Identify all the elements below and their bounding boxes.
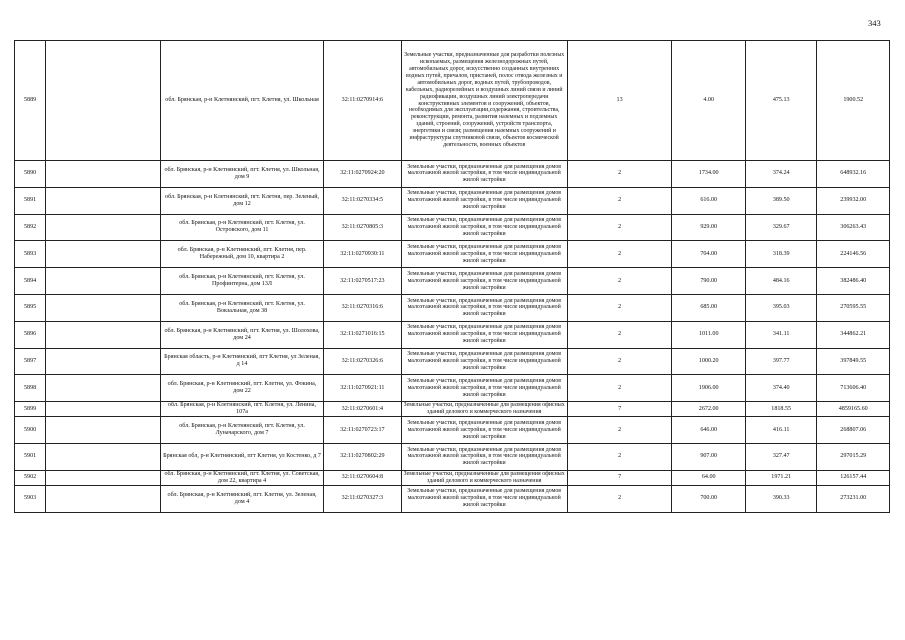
table-row xyxy=(15,375,890,402)
row-number-cell: 5892 xyxy=(15,214,46,241)
table-row xyxy=(15,241,890,268)
land-use-cell: Земельные участки, предназначенные для размещения домов малоэтажной жилой застройки, в том числе индивидуальной жилой застройки xyxy=(401,375,567,402)
specific-value-cell: 327.47 xyxy=(745,443,816,470)
specific-value-cell: 329.67 xyxy=(745,214,816,241)
land-use-cell: Земельные участки, предназначенные для размещения домов малоэтажной жилой застройки, в том числе индивидуальной жилой застройки xyxy=(401,443,567,470)
table-row xyxy=(15,268,890,295)
table-row xyxy=(15,214,890,241)
area-cell: 704.00 xyxy=(672,241,746,268)
address-cell: обл. Брянская, р-н Клетнянский, пгт. Клетня, ул. Советская, дом 22, квартира 4 xyxy=(160,470,323,485)
cadastral-number-cell: 32:11:0270723:17 xyxy=(324,417,402,444)
cadastral-value-cell: 273231.00 xyxy=(817,485,890,512)
cadastral-value-cell: 397849.55 xyxy=(817,348,890,375)
empty-cell xyxy=(46,321,161,348)
cadastral-number-cell: 32:11:0270326:6 xyxy=(324,348,402,375)
table-row xyxy=(15,443,890,470)
row-number-cell: 5902 xyxy=(15,470,46,485)
area-cell: 929.00 xyxy=(672,214,746,241)
table-row xyxy=(15,161,890,188)
address-cell: обл. Брянская, р-н Клетнянский, пгт. Клетня, пер. Набережный, дом 10, квартира 2 xyxy=(160,241,323,268)
use-group-code-cell: 2 xyxy=(567,443,672,470)
specific-value-cell: 1971.21 xyxy=(745,470,816,485)
land-use-cell: Земельные участки, предназначенные для размещения домов малоэтажной жилой застройки, в том числе индивидуальной жилой застройки xyxy=(401,214,567,241)
cadastral-value-cell: 382486.40 xyxy=(817,268,890,295)
row-number-cell: 5900 xyxy=(15,417,46,444)
address-cell: обл. Брянская, р-н Клетнянский, пгт. Клетня, ул. Шолохова, дом 24 xyxy=(160,321,323,348)
empty-cell xyxy=(46,470,161,485)
specific-value-cell: 1818.55 xyxy=(745,402,816,417)
table-row xyxy=(15,294,890,321)
specific-value-cell: 390.33 xyxy=(745,485,816,512)
use-group-code-cell: 2 xyxy=(567,187,672,214)
specific-value-cell: 395.03 xyxy=(745,294,816,321)
specific-value-cell: 374.24 xyxy=(745,161,816,188)
address-cell: обл. Брянская, р-н Клетнянский, пгт. Клетня, ул. Вокзальная, дом 38 xyxy=(160,294,323,321)
specific-value-cell: 484.16 xyxy=(745,268,816,295)
row-number-cell: 5903 xyxy=(15,485,46,512)
land-use-cell: Земельные участки, предназначенные для размещения домов малоэтажной жилой застройки, в том числе индивидуальной жилой застройки xyxy=(401,241,567,268)
cadastral-value-cell: 270595.55 xyxy=(817,294,890,321)
area-cell: 616.00 xyxy=(672,187,746,214)
specific-value-cell: 389.50 xyxy=(745,187,816,214)
cadastral-value-cell: 713606.40 xyxy=(817,375,890,402)
address-cell: обл. Брянская, р-н Клетнянский, пгт. Клетня, ул. Ленина, 107а xyxy=(160,402,323,417)
empty-cell xyxy=(46,375,161,402)
cadastral-number-cell: 32:11:0270517:23 xyxy=(324,268,402,295)
table-body xyxy=(15,41,890,513)
use-group-code-cell: 2 xyxy=(567,214,672,241)
cadastral-number-cell: 32:11:0270921:11 xyxy=(324,375,402,402)
use-group-code-cell: 2 xyxy=(567,321,672,348)
land-use-cell: Земельные участки, предназначенные для размещения домов малоэтажной жилой застройки, в том числе индивидуальной жилой застройки xyxy=(401,294,567,321)
empty-cell xyxy=(46,443,161,470)
use-group-code-cell: 2 xyxy=(567,268,672,295)
address-cell: обл. Брянская, р-н Клетнянский, пгт. Клетня, ул. Луначарского, дом 7 xyxy=(160,417,323,444)
cadastral-number-cell: 32:11:0270802:29 xyxy=(324,443,402,470)
row-number-cell: 5897 xyxy=(15,348,46,375)
cadastral-value-cell: 306263.43 xyxy=(817,214,890,241)
cadastral-number-cell: 32:11:0270914:6 xyxy=(324,41,402,161)
area-cell: 1734.00 xyxy=(672,161,746,188)
empty-cell xyxy=(46,268,161,295)
empty-cell xyxy=(46,348,161,375)
cadastral-number-cell: 32:11:0270334:5 xyxy=(324,187,402,214)
page-number: 343 xyxy=(868,18,881,28)
empty-cell xyxy=(46,187,161,214)
use-group-code-cell: 2 xyxy=(567,161,672,188)
cadastral-value-cell: 648932.16 xyxy=(817,161,890,188)
use-group-code-cell: 2 xyxy=(567,348,672,375)
empty-cell xyxy=(46,485,161,512)
land-use-cell: Земельные участки, предназначенные для размещения домов малоэтажной жилой застройки, в том числе индивидуальной жилой застройки xyxy=(401,348,567,375)
area-cell: 1011.00 xyxy=(672,321,746,348)
land-use-cell: Земельные участки, предназначенные для размещения домов малоэтажной жилой застройки, в том числе индивидуальной жилой застройки xyxy=(401,161,567,188)
cadastral-value-cell: 224146.56 xyxy=(817,241,890,268)
address-cell: обл. Брянская, р-н Клетнянский, пгт. Клетня, ул. Школьная, дом 9 xyxy=(160,161,323,188)
row-number-cell: 5895 xyxy=(15,294,46,321)
area-cell: 2672.00 xyxy=(672,402,746,417)
row-number-cell: 5899 xyxy=(15,402,46,417)
area-cell: 646.00 xyxy=(672,417,746,444)
empty-cell xyxy=(46,161,161,188)
land-use-cell: Земельные участки, предназначенные для размещения домов малоэтажной жилой застройки, в том числе индивидуальной жилой застройки xyxy=(401,485,567,512)
address-cell: обл. Брянская, р-н Клетнянский, пгт. Клетня, ул. Школьная xyxy=(160,41,323,161)
row-number-cell: 5891 xyxy=(15,187,46,214)
empty-cell xyxy=(46,402,161,417)
row-number-cell: 5893 xyxy=(15,241,46,268)
table-row xyxy=(15,485,890,512)
table-row xyxy=(15,187,890,214)
cadastral-number-cell: 32:11:0271016:15 xyxy=(324,321,402,348)
cadastral-number-cell: 32:11:0270930:11 xyxy=(324,241,402,268)
cadastral-value-cell: 268807.06 xyxy=(817,417,890,444)
use-group-code-cell: 2 xyxy=(567,241,672,268)
specific-value-cell: 374.40 xyxy=(745,375,816,402)
row-number-cell: 5894 xyxy=(15,268,46,295)
row-number-cell: 5890 xyxy=(15,161,46,188)
area-cell: 1000.20 xyxy=(672,348,746,375)
row-number-cell: 5901 xyxy=(15,443,46,470)
cadastral-number-cell: 32:11:0270316:6 xyxy=(324,294,402,321)
area-cell: 1906.00 xyxy=(672,375,746,402)
cadastral-number-cell: 32:11:0270805:3 xyxy=(324,214,402,241)
empty-cell xyxy=(46,41,161,161)
cadastral-number-cell: 32:11:0270604:8 xyxy=(324,470,402,485)
land-use-cell: Земельные участки, предназначенные для размещения домов малоэтажной жилой застройки, в том числе индивидуальной жилой застройки xyxy=(401,321,567,348)
table-row xyxy=(15,348,890,375)
use-group-code-cell: 2 xyxy=(567,417,672,444)
address-cell: Брянская обл, р-н Клетнянский, пгт Клетня, ул Костенко, д 7 xyxy=(160,443,323,470)
empty-cell xyxy=(46,214,161,241)
row-number-cell: 5898 xyxy=(15,375,46,402)
specific-value-cell: 416.11 xyxy=(745,417,816,444)
cadastral-value-cell: 4859165.60 xyxy=(817,402,890,417)
table-row xyxy=(15,470,890,485)
specific-value-cell: 341.11 xyxy=(745,321,816,348)
cadastral-value-cell: 239932.00 xyxy=(817,187,890,214)
land-use-cell: Земельные участки, предназначенные для разработки полезных ископаемых, размещения железнодорожных путей, автомобильных дорог, искусственно созданных внутренних водных путей, причалов, пристаней, полос отвода железных и автомобильных дорог, водных путей, трубопроводов, кабельных, радиорелейных и воздушных линий связи и линий радиофикации, воздушных линий электропередачи конструктивных элементов и сооружений, объектов, необходимых для эксплуатации,содержания, строительства, реконструкции, ремонта, развития наземных и подземных зданий, строений, сооружений, устройств транспорта, энергетики и связи; размещения наземных сооружений и инфраструктуры спутниковой связи, объектов космической деятельности, военных объектов xyxy=(401,41,567,161)
cadastral-value-cell: 1900.52 xyxy=(817,41,890,161)
empty-cell xyxy=(46,417,161,444)
cadastral-number-cell: 32:11:0270924:20 xyxy=(324,161,402,188)
cadastral-number-cell: 32:11:0270327:3 xyxy=(324,485,402,512)
row-number-cell: 5896 xyxy=(15,321,46,348)
use-group-code-cell: 2 xyxy=(567,485,672,512)
use-group-code-cell: 2 xyxy=(567,294,672,321)
table-row xyxy=(15,41,890,161)
table-row xyxy=(15,402,890,417)
area-cell: 4.00 xyxy=(672,41,746,161)
area-cell: 790.00 xyxy=(672,268,746,295)
address-cell: обл. Брянская, р-н Клетнянский, пгт. Клетня, ул. Профинтерна, дом 13Л xyxy=(160,268,323,295)
table-row xyxy=(15,417,890,444)
land-use-cell: Земельные участки, предназначенные для размещения офисных зданий делового и коммерческого назначения xyxy=(401,402,567,417)
area-cell: 700.00 xyxy=(672,485,746,512)
cadastral-number-cell: 32:11:0270601:4 xyxy=(324,402,402,417)
row-number-cell: 5889 xyxy=(15,41,46,161)
empty-cell xyxy=(46,294,161,321)
area-cell: 907.00 xyxy=(672,443,746,470)
land-use-cell: Земельные участки, предназначенные для размещения офисных зданий делового и коммерческого назначения xyxy=(401,470,567,485)
use-group-code-cell: 13 xyxy=(567,41,672,161)
specific-value-cell: 475.13 xyxy=(745,41,816,161)
empty-cell xyxy=(46,241,161,268)
land-use-cell: Земельные участки, предназначенные для размещения домов малоэтажной жилой застройки, в том числе индивидуальной жилой застройки xyxy=(401,187,567,214)
table-row xyxy=(15,321,890,348)
cadastral-value-table xyxy=(14,40,890,513)
cadastral-value-cell: 126157.44 xyxy=(817,470,890,485)
use-group-code-cell: 2 xyxy=(567,375,672,402)
specific-value-cell: 318.39 xyxy=(745,241,816,268)
address-cell: обл. Брянская, р-н Клетнянский, пгт. Клетня, ул. Зеленая, дом 4 xyxy=(160,485,323,512)
address-cell: Брянская область, р-н Клетнянский, пгт Клетня, ул Зеленая, д 14 xyxy=(160,348,323,375)
area-cell: 685.00 xyxy=(672,294,746,321)
area-cell: 64.00 xyxy=(672,470,746,485)
cadastral-value-cell: 297015.29 xyxy=(817,443,890,470)
address-cell: обл. Брянская, р-н Клетнянский, пгт. Клетня, ул. Фокина, дом 22 xyxy=(160,375,323,402)
address-cell: обл. Брянская, р-н Клетнянский, пгт. Клетня, ул. Островского, дом 11 xyxy=(160,214,323,241)
use-group-code-cell: 7 xyxy=(567,402,672,417)
use-group-code-cell: 7 xyxy=(567,470,672,485)
cadastral-value-cell: 344862.21 xyxy=(817,321,890,348)
land-use-cell: Земельные участки, предназначенные для размещения домов малоэтажной жилой застройки, в том числе индивидуальной жилой застройки xyxy=(401,268,567,295)
address-cell: обл. Брянская, р-н Клетнянский, пгт. Клетня, пер. Зеленый, дом 12 xyxy=(160,187,323,214)
specific-value-cell: 397.77 xyxy=(745,348,816,375)
land-use-cell: Земельные участки, предназначенные для размещения домов малоэтажной жилой застройки, в том числе индивидуальной жилой застройки xyxy=(401,417,567,444)
